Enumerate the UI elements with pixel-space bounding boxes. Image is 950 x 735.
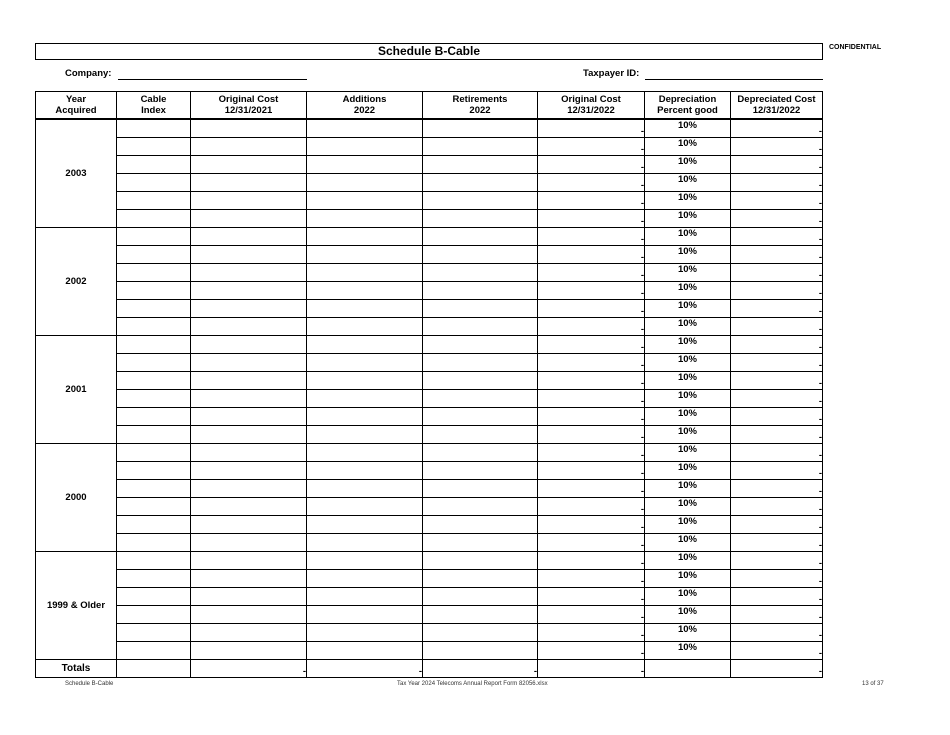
original-cost-2021-cell[interactable] (191, 246, 307, 264)
column-header-line1: Year (65, 94, 87, 105)
original-cost-2021-cell[interactable] (191, 624, 307, 642)
totals-depreciated-cost: - (731, 660, 823, 678)
depreciated-cost-cell: - (731, 372, 823, 390)
cable-index-cell[interactable] (117, 156, 191, 174)
cable-index-cell[interactable] (117, 192, 191, 210)
depreciation-percent-cell: 10% (645, 642, 731, 660)
cable-index-cell[interactable] (117, 498, 191, 516)
depreciated-cost-cell: - (731, 588, 823, 606)
depreciated-cost-cell: - (731, 336, 823, 354)
cable-index-cell[interactable] (117, 264, 191, 282)
retirements-cell[interactable] (423, 426, 538, 444)
retirements-cell[interactable] (423, 210, 538, 228)
depreciated-cost-cell: - (731, 174, 823, 192)
additions-cell[interactable] (307, 570, 423, 588)
column-header (423, 92, 538, 120)
retirements-cell[interactable] (423, 390, 538, 408)
original-cost-2022-cell: - (538, 462, 645, 480)
schedule-table (35, 91, 823, 678)
retirements-cell[interactable] (423, 354, 538, 372)
column-header-line1: Depreciation (658, 94, 717, 105)
totals-depreciation (645, 660, 731, 678)
table-row (36, 552, 823, 570)
original-cost-2022-cell: - (538, 426, 645, 444)
depreciation-percent-cell: 10% (645, 228, 731, 246)
table-row (36, 570, 823, 588)
additions-cell[interactable] (307, 426, 423, 444)
table-header-row (36, 92, 823, 120)
original-cost-2022-cell: - (538, 570, 645, 588)
depreciated-cost-cell: - (731, 192, 823, 210)
retirements-cell[interactable] (423, 552, 538, 570)
cable-index-cell[interactable] (117, 444, 191, 462)
depreciation-percent-cell: 10% (645, 444, 731, 462)
cable-index-cell[interactable] (117, 138, 191, 156)
depreciated-cost-cell: - (731, 264, 823, 282)
original-cost-2022-cell: - (538, 282, 645, 300)
totals-original-cost-2022: - (538, 660, 645, 678)
depreciation-percent-cell: 10% (645, 336, 731, 354)
year-acquired-cell: 2001 (36, 336, 117, 444)
depreciated-cost-cell: - (731, 534, 823, 552)
original-cost-2021-cell[interactable] (191, 426, 307, 444)
original-cost-2022-cell: - (538, 390, 645, 408)
additions-cell[interactable] (307, 444, 423, 462)
original-cost-2021-cell[interactable] (191, 300, 307, 318)
additions-cell[interactable] (307, 516, 423, 534)
column-header-line2: Percent good (657, 105, 718, 116)
totals-label: Totals (36, 660, 117, 678)
column-header (307, 92, 423, 120)
cable-index-cell[interactable] (117, 408, 191, 426)
additions-cell[interactable] (307, 408, 423, 426)
depreciation-percent-cell: 10% (645, 462, 731, 480)
original-cost-2022-cell: - (538, 372, 645, 390)
original-cost-2022-cell: - (538, 534, 645, 552)
original-cost-2022-cell: - (538, 119, 645, 138)
column-header (36, 92, 117, 120)
column-header-line1: Cable (140, 94, 167, 105)
original-cost-2021-cell[interactable] (191, 156, 307, 174)
retirements-cell[interactable] (423, 318, 538, 336)
company-label: Company: (65, 68, 112, 79)
cable-index-cell[interactable] (117, 426, 191, 444)
table-row (36, 480, 823, 498)
depreciation-percent-cell: 10% (645, 318, 731, 336)
original-cost-2021-cell[interactable] (191, 516, 307, 534)
depreciated-cost-cell: - (731, 642, 823, 660)
column-header-line2: 12/31/2022 (567, 105, 615, 116)
depreciated-cost-cell: - (731, 480, 823, 498)
depreciated-cost-cell: - (731, 426, 823, 444)
retirements-cell[interactable] (423, 192, 538, 210)
additions-cell[interactable] (307, 138, 423, 156)
additions-cell[interactable] (307, 246, 423, 264)
totals-original-cost-2021: - (191, 660, 307, 678)
cable-index-cell[interactable] (117, 372, 191, 390)
depreciated-cost-cell: - (731, 138, 823, 156)
additions-cell[interactable] (307, 210, 423, 228)
column-header (191, 92, 307, 120)
table-row (36, 462, 823, 480)
year-acquired-cell: 2002 (36, 228, 117, 336)
retirements-cell[interactable] (423, 408, 538, 426)
cable-index-cell[interactable] (117, 300, 191, 318)
cable-index-cell[interactable] (117, 228, 191, 246)
original-cost-2021-cell[interactable] (191, 372, 307, 390)
table-row (36, 588, 823, 606)
additions-cell[interactable] (307, 192, 423, 210)
column-header-line1: Additions (342, 94, 387, 105)
column-header (538, 92, 645, 120)
additions-cell[interactable] (307, 174, 423, 192)
additions-cell[interactable] (307, 624, 423, 642)
original-cost-2021-cell[interactable] (191, 390, 307, 408)
depreciated-cost-cell: - (731, 516, 823, 534)
depreciated-cost-cell: - (731, 498, 823, 516)
depreciated-cost-cell: - (731, 228, 823, 246)
additions-cell[interactable] (307, 264, 423, 282)
retirements-cell[interactable] (423, 228, 538, 246)
schedule-title-box (35, 43, 823, 60)
retirements-cell[interactable] (423, 174, 538, 192)
depreciation-percent-cell: 10% (645, 119, 731, 138)
depreciation-percent-cell: 10% (645, 354, 731, 372)
table-row (36, 156, 823, 174)
depreciated-cost-cell: - (731, 606, 823, 624)
depreciation-percent-cell: 10% (645, 498, 731, 516)
additions-cell[interactable] (307, 282, 423, 300)
table-row (36, 138, 823, 156)
depreciation-percent-cell: 10% (645, 408, 731, 426)
additions-cell[interactable] (307, 480, 423, 498)
totals-retirements: - (423, 660, 538, 678)
table-row (36, 192, 823, 210)
table-row (36, 444, 823, 462)
original-cost-2021-cell[interactable] (191, 318, 307, 336)
original-cost-2022-cell: - (538, 606, 645, 624)
footer-sheet-name: Schedule B-Cable (65, 681, 114, 687)
cable-index-cell[interactable] (117, 246, 191, 264)
table-row (36, 282, 823, 300)
depreciated-cost-cell: - (731, 282, 823, 300)
depreciated-cost-cell: - (731, 246, 823, 264)
year-acquired-cell: 2000 (36, 444, 117, 552)
year-acquired-cell: 1999 & Older (36, 552, 117, 660)
cable-index-cell[interactable] (117, 624, 191, 642)
table-row (36, 426, 823, 444)
year-acquired-cell: 2003 (36, 119, 117, 228)
retirements-cell[interactable] (423, 606, 538, 624)
column-header-line2: Acquired (55, 105, 97, 116)
totals-cable-index (117, 660, 191, 678)
cable-index-cell[interactable] (117, 462, 191, 480)
depreciation-percent-cell: 10% (645, 534, 731, 552)
table-row (36, 390, 823, 408)
original-cost-2021-cell[interactable] (191, 192, 307, 210)
original-cost-2021-cell[interactable] (191, 462, 307, 480)
original-cost-2021-cell[interactable] (191, 570, 307, 588)
column-header (731, 92, 823, 120)
depreciated-cost-cell: - (731, 462, 823, 480)
depreciation-percent-cell: 10% (645, 138, 731, 156)
depreciation-percent-cell: 10% (645, 192, 731, 210)
original-cost-2022-cell: - (538, 246, 645, 264)
depreciation-percent-cell: 10% (645, 174, 731, 192)
retirements-cell[interactable] (423, 300, 538, 318)
original-cost-2021-cell[interactable] (191, 606, 307, 624)
column-header-line2: Index (141, 105, 166, 116)
cable-index-cell[interactable] (117, 119, 191, 138)
cable-index-cell[interactable] (117, 606, 191, 624)
column-header-line1: Retirements (452, 94, 508, 105)
original-cost-2022-cell: - (538, 138, 645, 156)
retirements-cell[interactable] (423, 156, 538, 174)
column-header-line2: 12/31/2022 (752, 105, 801, 116)
original-cost-2022-cell: - (538, 408, 645, 426)
column-header (117, 92, 191, 120)
column-header-line1: Original Cost (218, 94, 279, 105)
additions-cell[interactable] (307, 300, 423, 318)
table-row (36, 534, 823, 552)
column-header-line1: Depreciated Cost (737, 94, 816, 105)
depreciation-percent-cell: 10% (645, 516, 731, 534)
table-row (36, 119, 823, 138)
depreciation-percent-cell: 10% (645, 480, 731, 498)
original-cost-2022-cell: - (538, 552, 645, 570)
table-row (36, 210, 823, 228)
depreciated-cost-cell: - (731, 156, 823, 174)
depreciated-cost-cell: - (731, 624, 823, 642)
table-row (36, 336, 823, 354)
original-cost-2021-cell[interactable] (191, 444, 307, 462)
confidential-label: CONFIDENTIAL (829, 44, 882, 51)
depreciation-percent-cell: 10% (645, 372, 731, 390)
depreciation-percent-cell: 10% (645, 282, 731, 300)
depreciation-percent-cell: 10% (645, 570, 731, 588)
depreciation-percent-cell: 10% (645, 390, 731, 408)
original-cost-2022-cell: - (538, 336, 645, 354)
original-cost-2021-cell[interactable] (191, 174, 307, 192)
retirements-cell[interactable] (423, 264, 538, 282)
additions-cell[interactable] (307, 336, 423, 354)
additions-cell[interactable] (307, 119, 423, 138)
original-cost-2022-cell: - (538, 192, 645, 210)
cable-index-cell[interactable] (117, 516, 191, 534)
depreciated-cost-cell: - (731, 408, 823, 426)
additions-cell[interactable] (307, 372, 423, 390)
original-cost-2022-cell: - (538, 210, 645, 228)
original-cost-2021-cell[interactable] (191, 534, 307, 552)
schedule-title: Schedule B-Cable (377, 44, 481, 58)
cable-index-cell[interactable] (117, 282, 191, 300)
additions-cell[interactable] (307, 318, 423, 336)
original-cost-2022-cell: - (538, 318, 645, 336)
retirements-cell[interactable] (423, 498, 538, 516)
cable-index-cell[interactable] (117, 570, 191, 588)
retirements-cell[interactable] (423, 588, 538, 606)
additions-cell[interactable] (307, 606, 423, 624)
retirements-cell[interactable] (423, 119, 538, 138)
table-row (36, 372, 823, 390)
footer-filename: Tax Year 2024 Telecoms Annual Report Form 82056.xlsx (397, 681, 548, 687)
retirements-cell[interactable] (423, 480, 538, 498)
original-cost-2021-cell[interactable] (191, 552, 307, 570)
column-header (645, 92, 731, 120)
table-row (36, 174, 823, 192)
column-header-line2: 2022 (353, 105, 376, 116)
depreciation-percent-cell: 10% (645, 552, 731, 570)
additions-cell[interactable] (307, 552, 423, 570)
retirements-cell[interactable] (423, 516, 538, 534)
original-cost-2021-cell[interactable] (191, 138, 307, 156)
column-header-line2: 12/31/2021 (224, 105, 273, 116)
retirements-cell[interactable] (423, 642, 538, 660)
cable-index-cell[interactable] (117, 552, 191, 570)
table-row (36, 264, 823, 282)
original-cost-2022-cell: - (538, 264, 645, 282)
table-row (36, 624, 823, 642)
additions-cell[interactable] (307, 534, 423, 552)
table-row (36, 318, 823, 336)
original-cost-2021-cell[interactable] (191, 498, 307, 516)
cable-index-cell[interactable] (117, 174, 191, 192)
original-cost-2021-cell[interactable] (191, 282, 307, 300)
column-header-line1: Original Cost (561, 94, 621, 105)
retirements-cell[interactable] (423, 372, 538, 390)
depreciated-cost-cell: - (731, 300, 823, 318)
original-cost-2022-cell: - (538, 444, 645, 462)
depreciated-cost-cell: - (731, 354, 823, 372)
original-cost-2022-cell: - (538, 228, 645, 246)
original-cost-2022-cell: - (538, 354, 645, 372)
depreciated-cost-cell: - (731, 570, 823, 588)
cable-index-cell[interactable] (117, 354, 191, 372)
original-cost-2021-cell[interactable] (191, 264, 307, 282)
original-cost-2021-cell[interactable] (191, 228, 307, 246)
additions-cell[interactable] (307, 588, 423, 606)
retirements-cell[interactable] (423, 336, 538, 354)
column-header-line2: 2022 (469, 105, 491, 116)
cable-index-cell[interactable] (117, 390, 191, 408)
depreciation-percent-cell: 10% (645, 300, 731, 318)
original-cost-2021-cell[interactable] (191, 408, 307, 426)
original-cost-2021-cell[interactable] (191, 642, 307, 660)
depreciation-percent-cell: 10% (645, 210, 731, 228)
original-cost-2022-cell: - (538, 516, 645, 534)
table-row (36, 516, 823, 534)
additions-cell[interactable] (307, 462, 423, 480)
cable-index-cell[interactable] (117, 588, 191, 606)
original-cost-2021-cell[interactable] (191, 119, 307, 138)
depreciation-percent-cell: 10% (645, 156, 731, 174)
table-row (36, 300, 823, 318)
depreciation-percent-cell: 10% (645, 624, 731, 642)
depreciation-percent-cell: 10% (645, 426, 731, 444)
original-cost-2022-cell: - (538, 156, 645, 174)
depreciation-percent-cell: 10% (645, 246, 731, 264)
original-cost-2022-cell: - (538, 642, 645, 660)
retirements-cell[interactable] (423, 444, 538, 462)
table-row (36, 606, 823, 624)
original-cost-2022-cell: - (538, 300, 645, 318)
cable-index-cell[interactable] (117, 534, 191, 552)
additions-cell[interactable] (307, 228, 423, 246)
totals-additions: - (307, 660, 423, 678)
depreciated-cost-cell: - (731, 390, 823, 408)
additions-cell[interactable] (307, 498, 423, 516)
additions-cell[interactable] (307, 156, 423, 174)
retirements-cell[interactable] (423, 570, 538, 588)
additions-cell[interactable] (307, 642, 423, 660)
table-row (36, 246, 823, 264)
depreciated-cost-cell: - (731, 210, 823, 228)
original-cost-2021-cell[interactable] (191, 480, 307, 498)
totals-row (36, 660, 823, 678)
depreciated-cost-cell: - (731, 552, 823, 570)
original-cost-2021-cell[interactable] (191, 336, 307, 354)
table-row (36, 498, 823, 516)
taxpayer-id-label: Taxpayer ID: (583, 68, 640, 79)
depreciation-percent-cell: 10% (645, 264, 731, 282)
depreciated-cost-cell: - (731, 318, 823, 336)
depreciation-percent-cell: 10% (645, 606, 731, 624)
depreciated-cost-cell: - (731, 444, 823, 462)
retirements-cell[interactable] (423, 246, 538, 264)
cable-index-cell[interactable] (117, 336, 191, 354)
footer-page-number: 13 of 37 (862, 681, 884, 687)
additions-cell[interactable] (307, 390, 423, 408)
depreciated-cost-cell: - (731, 119, 823, 138)
cable-index-cell[interactable] (117, 642, 191, 660)
company-field[interactable] (118, 79, 307, 80)
original-cost-2022-cell: - (538, 498, 645, 516)
cable-index-cell[interactable] (117, 318, 191, 336)
table-row (36, 642, 823, 660)
retirements-cell[interactable] (423, 624, 538, 642)
retirements-cell[interactable] (423, 462, 538, 480)
table-row (36, 354, 823, 372)
original-cost-2021-cell[interactable] (191, 588, 307, 606)
cable-index-cell[interactable] (117, 210, 191, 228)
original-cost-2021-cell[interactable] (191, 210, 307, 228)
original-cost-2022-cell: - (538, 588, 645, 606)
depreciation-percent-cell: 10% (645, 588, 731, 606)
table-row (36, 408, 823, 426)
original-cost-2021-cell[interactable] (191, 354, 307, 372)
original-cost-2022-cell: - (538, 480, 645, 498)
retirements-cell[interactable] (423, 138, 538, 156)
retirements-cell[interactable] (423, 534, 538, 552)
retirements-cell[interactable] (423, 282, 538, 300)
original-cost-2022-cell: - (538, 624, 645, 642)
original-cost-2022-cell: - (538, 174, 645, 192)
additions-cell[interactable] (307, 354, 423, 372)
cable-index-cell[interactable] (117, 480, 191, 498)
taxpayer-id-field[interactable] (645, 79, 823, 80)
table-row (36, 228, 823, 246)
